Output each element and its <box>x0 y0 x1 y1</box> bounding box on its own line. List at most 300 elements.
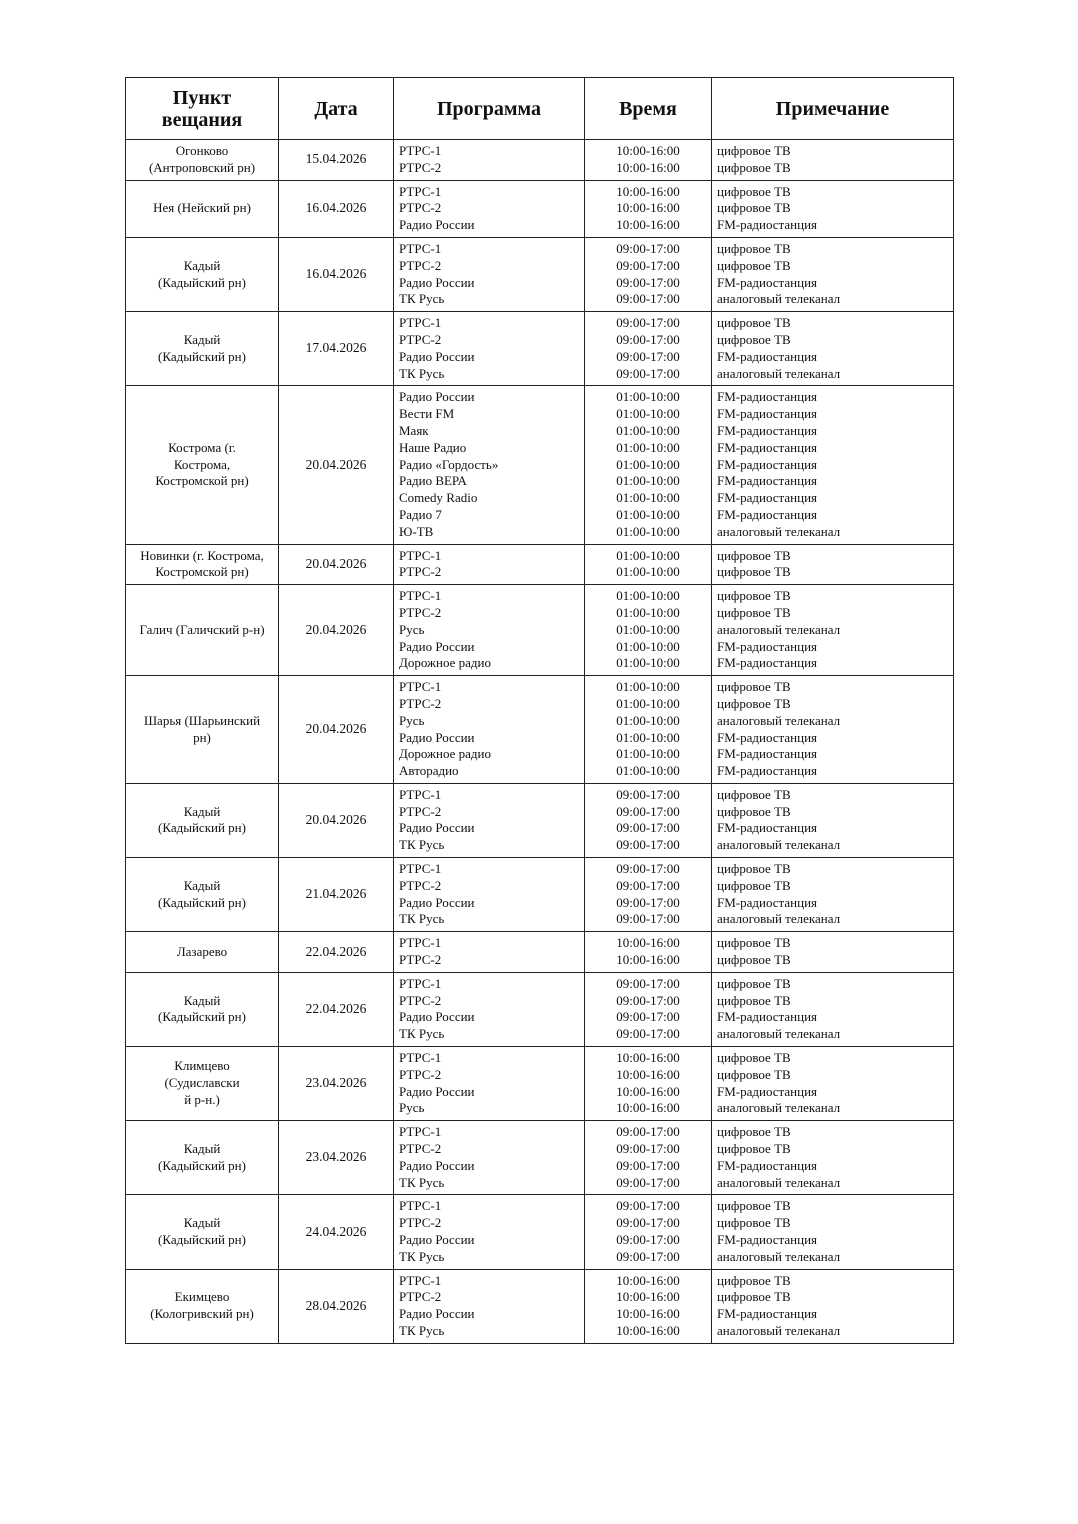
note-item: цифровое ТВ <box>717 1198 791 1214</box>
broadcast-point-line: (Антроповский рн) <box>148 159 256 175</box>
broadcast-point-cell <box>126 312 279 386</box>
time-item: 10:00-16:00 <box>616 1323 680 1338</box>
time-item: 10:00-16:00 <box>616 1083 680 1099</box>
time-item: 01:00-10:00 <box>616 389 680 405</box>
time-item: 10:00-16:00 <box>616 200 680 216</box>
time-item: 09:00-17:00 <box>616 911 680 927</box>
table-row <box>126 858 954 932</box>
program-item: Радио России <box>399 348 475 364</box>
date-cell: 20.04.2026 <box>279 544 394 585</box>
program-item: Радио России <box>399 217 475 233</box>
program-item: Comedy Radio <box>399 490 478 506</box>
broadcast-point-cell <box>126 858 279 932</box>
program-item: Русь <box>399 712 425 728</box>
table-row <box>126 932 954 973</box>
note-cell <box>712 1195 954 1269</box>
program-item: РТРС-1 <box>399 1050 442 1066</box>
program-item: ТК Русь <box>399 365 445 381</box>
broadcast-point-cell <box>126 1195 279 1269</box>
note-item: аналоговый телеканал <box>717 1174 841 1190</box>
note-item: FM-радиостанция <box>717 274 818 290</box>
time-cell <box>585 676 712 784</box>
time-item: 10:00-16:00 <box>616 217 680 233</box>
note-item: цифровое ТВ <box>717 992 791 1008</box>
note-cell <box>712 1269 954 1343</box>
time-item: 09:00-17:00 <box>616 257 680 273</box>
note-item: цифровое ТВ <box>717 159 791 175</box>
note-item: FM-радиостанция <box>717 348 818 364</box>
broadcast-point-cell <box>126 585 279 676</box>
program-item: ТК Русь <box>399 911 445 927</box>
broadcast-point-line: Галич (Галичский р-н) <box>139 621 265 637</box>
program-item: Дорожное радио <box>399 655 492 671</box>
program-item: РТРС-2 <box>399 604 442 620</box>
time-item: 01:00-10:00 <box>616 763 680 779</box>
program-item: Радио России <box>399 820 475 836</box>
program-cell <box>394 1269 585 1343</box>
table-row <box>126 676 954 784</box>
note-cell <box>712 932 954 973</box>
broadcast-point-line: Кадый <box>183 803 221 819</box>
note-item: FM-радиостанция <box>717 820 818 836</box>
note-item: аналоговый телеканал <box>717 1100 841 1116</box>
time-item: 01:00-10:00 <box>616 729 680 745</box>
time-item: 09:00-17:00 <box>616 1215 680 1231</box>
program-item: Ю-ТВ <box>399 523 434 539</box>
time-item: 01:00-10:00 <box>616 506 680 522</box>
table-row <box>126 1047 954 1121</box>
program-item: РТРС-1 <box>399 1124 442 1140</box>
time-item: 01:00-10:00 <box>616 746 680 762</box>
note-item: аналоговый телеканал <box>717 291 841 307</box>
note-item: аналоговый телеканал <box>717 911 841 927</box>
note-item: FM-радиостанция <box>717 1232 818 1248</box>
date-cell: 20.04.2026 <box>279 585 394 676</box>
program-item: Радио России <box>399 1157 475 1173</box>
note-item: цифровое ТВ <box>717 695 791 711</box>
program-item: РТРС-1 <box>399 679 442 695</box>
date-cell: 20.04.2026 <box>279 386 394 544</box>
broadcast-point-line: (Кадыйский рн) <box>158 894 246 910</box>
time-item: 09:00-17:00 <box>616 1157 680 1173</box>
program-item: РТРС-1 <box>399 786 442 802</box>
note-item: цифровое ТВ <box>717 200 791 216</box>
time-item: 09:00-17:00 <box>616 1141 680 1157</box>
time-item: 10:00-16:00 <box>616 1272 680 1288</box>
note-cell <box>712 544 954 585</box>
time-item: 10:00-16:00 <box>616 1066 680 1082</box>
program-item: РТРС-1 <box>399 315 442 331</box>
program-cell <box>394 386 585 544</box>
program-item: РТРС-2 <box>399 331 442 347</box>
note-item: FM-радиостанция <box>717 729 818 745</box>
time-item: 09:00-17:00 <box>616 820 680 836</box>
time-cell <box>585 783 712 857</box>
time-item: 01:00-10:00 <box>616 439 680 455</box>
time-item: 09:00-17:00 <box>616 894 680 910</box>
program-item: Авторадио <box>399 763 459 779</box>
note-item: FM-радиостанция <box>717 1083 818 1099</box>
program-item: РТРС-1 <box>399 1198 442 1214</box>
program-item: Русь <box>399 1100 425 1116</box>
program-item: Радио «Гордость» <box>399 456 499 472</box>
table-row <box>126 237 954 311</box>
note-item: аналоговый телеканал <box>717 1323 841 1338</box>
header-note: Примечание <box>712 78 954 140</box>
program-item: РТРС-2 <box>399 1215 442 1231</box>
broadcast-point-line: Кострома (г. <box>168 439 236 455</box>
time-item: 01:00-10:00 <box>616 621 680 637</box>
table-row <box>126 544 954 585</box>
time-item: 01:00-10:00 <box>616 679 680 695</box>
broadcast-point-cell <box>126 140 279 181</box>
program-cell <box>394 858 585 932</box>
note-item: цифровое ТВ <box>717 257 791 273</box>
date-cell: 23.04.2026 <box>279 1047 394 1121</box>
date-cell: 16.04.2026 <box>279 180 394 237</box>
program-item: РТРС-2 <box>399 992 442 1008</box>
broadcast-point-cell <box>126 237 279 311</box>
program-item: Радио России <box>399 274 475 290</box>
time-item: 09:00-17:00 <box>616 274 680 290</box>
broadcast-point-cell <box>126 1047 279 1121</box>
note-item: FM-радиостанция <box>717 506 818 522</box>
time-item: 09:00-17:00 <box>616 291 680 307</box>
note-item: цифровое ТВ <box>717 786 791 802</box>
time-item: 09:00-17:00 <box>616 861 680 877</box>
program-item: Русь <box>399 621 425 637</box>
time-item: 01:00-10:00 <box>616 523 680 539</box>
program-item: РТРС-1 <box>399 861 442 877</box>
header-date: Дата <box>279 78 394 140</box>
time-item: 09:00-17:00 <box>616 837 680 853</box>
note-item: цифровое ТВ <box>717 547 791 563</box>
time-item: 09:00-17:00 <box>616 877 680 893</box>
program-item: ТК Русь <box>399 1248 445 1264</box>
program-cell <box>394 972 585 1046</box>
note-item: FM-радиостанция <box>717 217 818 233</box>
time-item: 10:00-16:00 <box>616 1306 680 1322</box>
note-item: цифровое ТВ <box>717 1050 791 1066</box>
program-item: РТРС-1 <box>399 975 442 991</box>
time-item: 01:00-10:00 <box>616 695 680 711</box>
note-cell <box>712 1121 954 1195</box>
time-item: 10:00-16:00 <box>616 1100 680 1116</box>
time-cell <box>585 1269 712 1343</box>
time-item: 01:00-10:00 <box>616 655 680 671</box>
note-item: FM-радиостанция <box>717 422 818 438</box>
note-item: цифровое ТВ <box>717 679 791 695</box>
program-item: Радио ВЕРА <box>399 473 467 489</box>
broadcast-point-line: Климцево <box>174 1058 230 1074</box>
program-item: РТРС-2 <box>399 564 442 580</box>
note-item: аналоговый телеканал <box>717 837 841 853</box>
note-item: цифровое ТВ <box>717 975 791 991</box>
note-item: цифровое ТВ <box>717 240 791 256</box>
program-item: РТРС-2 <box>399 1066 442 1082</box>
broadcast-point-line: (Кадыйский рн) <box>158 348 246 364</box>
time-item: 09:00-17:00 <box>616 1232 680 1248</box>
time-cell <box>585 386 712 544</box>
note-item: аналоговый телеканал <box>717 1248 841 1264</box>
time-item: 10:00-16:00 <box>616 935 680 951</box>
broadcast-point-line: Костромской рн) <box>155 473 249 489</box>
note-item: FM-радиостанция <box>717 406 818 422</box>
date-cell: 21.04.2026 <box>279 858 394 932</box>
note-item: цифровое ТВ <box>717 564 791 580</box>
table-row <box>126 386 954 544</box>
time-item: 01:00-10:00 <box>616 604 680 620</box>
broadcast-point-line: Кадый <box>183 331 221 347</box>
note-item: цифровое ТВ <box>717 803 791 819</box>
broadcast-point-line: рн) <box>193 729 211 745</box>
date-cell: 23.04.2026 <box>279 1121 394 1195</box>
program-item: Радио России <box>399 894 475 910</box>
program-cell <box>394 237 585 311</box>
broadcast-point-line: Нея (Нейский рн) <box>153 200 251 216</box>
program-item: Радио России <box>399 1083 475 1099</box>
time-cell <box>585 972 712 1046</box>
time-item: 01:00-10:00 <box>616 588 680 604</box>
time-item: 10:00-16:00 <box>616 183 680 199</box>
time-item: 01:00-10:00 <box>616 473 680 489</box>
table-row <box>126 783 954 857</box>
program-cell <box>394 676 585 784</box>
date-cell: 15.04.2026 <box>279 140 394 181</box>
broadcast-point-line: Костромской рн) <box>155 564 249 580</box>
time-cell <box>585 932 712 973</box>
program-item: РТРС-1 <box>399 588 442 604</box>
table-row <box>126 1195 954 1269</box>
broadcast-point-cell <box>126 386 279 544</box>
time-item: 09:00-17:00 <box>616 1198 680 1214</box>
note-item: аналоговый телеканал <box>717 365 841 381</box>
note-item: FM-радиостанция <box>717 456 818 472</box>
time-item: 10:00-16:00 <box>616 143 680 158</box>
program-item: Дорожное радио <box>399 746 492 762</box>
broadcast-point-line: (Кадыйский рн) <box>158 820 246 836</box>
note-item: цифровое ТВ <box>717 1215 791 1231</box>
broadcast-point-cell <box>126 1121 279 1195</box>
broadcast-schedule-table <box>125 77 954 1344</box>
time-item: 09:00-17:00 <box>616 240 680 256</box>
time-item: 09:00-17:00 <box>616 315 680 331</box>
table-row <box>126 1269 954 1343</box>
time-cell <box>585 585 712 676</box>
note-cell <box>712 676 954 784</box>
program-item: РТРС-1 <box>399 183 442 199</box>
time-cell <box>585 1121 712 1195</box>
time-item: 09:00-17:00 <box>616 786 680 802</box>
date-cell: 17.04.2026 <box>279 312 394 386</box>
time-item: 01:00-10:00 <box>616 456 680 472</box>
program-item: Наше Радио <box>399 439 467 455</box>
note-item: FM-радиостанция <box>717 1306 818 1322</box>
broadcast-point-cell <box>126 972 279 1046</box>
broadcast-point-line: (Судиславски <box>164 1075 240 1091</box>
note-item: FM-радиостанция <box>717 638 818 654</box>
time-item: 01:00-10:00 <box>616 712 680 728</box>
note-item: цифровое ТВ <box>717 1289 791 1305</box>
broadcast-point-line: (Кадыйский рн) <box>158 1157 246 1173</box>
note-cell <box>712 585 954 676</box>
broadcast-point-line: Кадый <box>183 877 221 893</box>
time-cell <box>585 1195 712 1269</box>
program-item: РТРС-1 <box>399 240 442 256</box>
broadcast-point-line: й р-н.) <box>184 1092 220 1108</box>
broadcast-point-line: Огонково <box>175 143 229 158</box>
program-item: РТРС-2 <box>399 803 442 819</box>
time-item: 09:00-17:00 <box>616 1124 680 1140</box>
time-item: 01:00-10:00 <box>616 490 680 506</box>
time-item: 01:00-10:00 <box>616 638 680 654</box>
broadcast-point-line: (Кадыйский рн) <box>158 274 246 290</box>
date-cell: 24.04.2026 <box>279 1195 394 1269</box>
program-item: РТРС-2 <box>399 695 442 711</box>
note-cell <box>712 1047 954 1121</box>
program-cell <box>394 544 585 585</box>
note-item: цифровое ТВ <box>717 588 791 604</box>
time-cell <box>585 140 712 181</box>
header-place: Пункт вещания <box>126 78 279 140</box>
note-item: аналоговый телеканал <box>717 1026 841 1042</box>
program-cell <box>394 180 585 237</box>
program-item: Маяк <box>399 422 429 438</box>
date-cell: 28.04.2026 <box>279 1269 394 1343</box>
program-cell <box>394 585 585 676</box>
note-item: FM-радиостанция <box>717 389 818 405</box>
date-cell: 20.04.2026 <box>279 783 394 857</box>
program-item: РТРС-2 <box>399 952 442 968</box>
time-item: 09:00-17:00 <box>616 1248 680 1264</box>
time-item: 10:00-16:00 <box>616 1289 680 1305</box>
program-item: РТРС-1 <box>399 143 442 158</box>
date-cell: 20.04.2026 <box>279 676 394 784</box>
table-row <box>126 1121 954 1195</box>
note-cell <box>712 783 954 857</box>
broadcast-point-line: (Кологривский рн) <box>150 1306 254 1322</box>
note-item: цифровое ТВ <box>717 183 791 199</box>
broadcast-point-line: Екимцево <box>174 1289 230 1305</box>
table-row <box>126 972 954 1046</box>
time-item: 09:00-17:00 <box>616 331 680 347</box>
note-item: цифровое ТВ <box>717 1272 791 1288</box>
time-item: 01:00-10:00 <box>616 406 680 422</box>
broadcast-point-cell <box>126 783 279 857</box>
program-item: РТРС-2 <box>399 877 442 893</box>
broadcast-point-line: Кадый <box>183 1141 221 1157</box>
note-item: FM-радиостанция <box>717 473 818 489</box>
note-item: цифровое ТВ <box>717 143 791 158</box>
note-item: аналоговый телеканал <box>717 523 841 539</box>
broadcast-point-line: Шарья (Шарьинский <box>143 712 261 728</box>
table-row <box>126 585 954 676</box>
note-item: цифровое ТВ <box>717 604 791 620</box>
time-cell <box>585 1047 712 1121</box>
program-item: РТРС-2 <box>399 257 442 273</box>
program-item: РТРС-1 <box>399 547 442 563</box>
time-item: 01:00-10:00 <box>616 564 680 580</box>
program-cell <box>394 312 585 386</box>
time-cell <box>585 180 712 237</box>
time-item: 09:00-17:00 <box>616 1009 680 1025</box>
note-item: цифровое ТВ <box>717 331 791 347</box>
note-item: цифровое ТВ <box>717 935 791 951</box>
header-time: Время <box>585 78 712 140</box>
broadcast-point-line: (Кадыйский рн) <box>158 1232 246 1248</box>
note-item: FM-радиостанция <box>717 1157 818 1173</box>
note-cell <box>712 386 954 544</box>
date-cell: 16.04.2026 <box>279 237 394 311</box>
note-item: аналоговый телеканал <box>717 621 841 637</box>
note-item: цифровое ТВ <box>717 861 791 877</box>
program-cell <box>394 140 585 181</box>
note-item: FM-радиостанция <box>717 655 818 671</box>
time-cell <box>585 312 712 386</box>
note-item: цифровое ТВ <box>717 315 791 331</box>
time-item: 01:00-10:00 <box>616 422 680 438</box>
time-item: 10:00-16:00 <box>616 952 680 968</box>
note-item: цифровое ТВ <box>717 1124 791 1140</box>
program-cell <box>394 932 585 973</box>
broadcast-point-cell <box>126 1269 279 1343</box>
program-item: ТК Русь <box>399 1026 445 1042</box>
time-cell <box>585 544 712 585</box>
broadcast-point-line: Кадый <box>183 992 221 1008</box>
program-item: Радио России <box>399 638 475 654</box>
program-item: Радио 7 <box>399 506 442 522</box>
time-cell <box>585 237 712 311</box>
program-cell <box>394 783 585 857</box>
date-cell: 22.04.2026 <box>279 972 394 1046</box>
program-item: РТРС-2 <box>399 200 442 216</box>
program-item: ТК Русь <box>399 837 445 853</box>
time-item: 10:00-16:00 <box>616 1050 680 1066</box>
program-item: Радио России <box>399 1306 475 1322</box>
program-cell <box>394 1121 585 1195</box>
broadcast-point-line: Лазарево <box>176 943 228 959</box>
broadcast-point-line: Кадый <box>183 1215 221 1231</box>
program-cell <box>394 1195 585 1269</box>
note-item: FM-радиостанция <box>717 746 818 762</box>
table-header-row <box>126 78 954 140</box>
program-item: РТРС-2 <box>399 1289 442 1305</box>
note-item: FM-радиостанция <box>717 1009 818 1025</box>
note-item: FM-радиостанция <box>717 439 818 455</box>
program-item: ТК Русь <box>399 291 445 307</box>
note-item: FM-радиостанция <box>717 894 818 910</box>
time-item: 09:00-17:00 <box>616 1174 680 1190</box>
date-cell: 22.04.2026 <box>279 932 394 973</box>
program-item: Радио России <box>399 1009 475 1025</box>
program-item: Радио России <box>399 1232 475 1248</box>
time-item: 09:00-17:00 <box>616 1026 680 1042</box>
note-item: FM-радиостанция <box>717 490 818 506</box>
note-cell <box>712 972 954 1046</box>
note-cell <box>712 237 954 311</box>
time-item: 09:00-17:00 <box>616 975 680 991</box>
time-item: 09:00-17:00 <box>616 348 680 364</box>
note-cell <box>712 140 954 181</box>
program-item: РТРС-1 <box>399 935 442 951</box>
broadcast-point-line: Новинки (г. Кострома, <box>140 547 264 563</box>
time-cell <box>585 858 712 932</box>
broadcast-point-cell <box>126 544 279 585</box>
program-item: РТРС-2 <box>399 1141 442 1157</box>
broadcast-point-line: Кострома, <box>173 456 231 472</box>
time-item: 01:00-10:00 <box>616 547 680 563</box>
time-item: 10:00-16:00 <box>616 159 680 175</box>
